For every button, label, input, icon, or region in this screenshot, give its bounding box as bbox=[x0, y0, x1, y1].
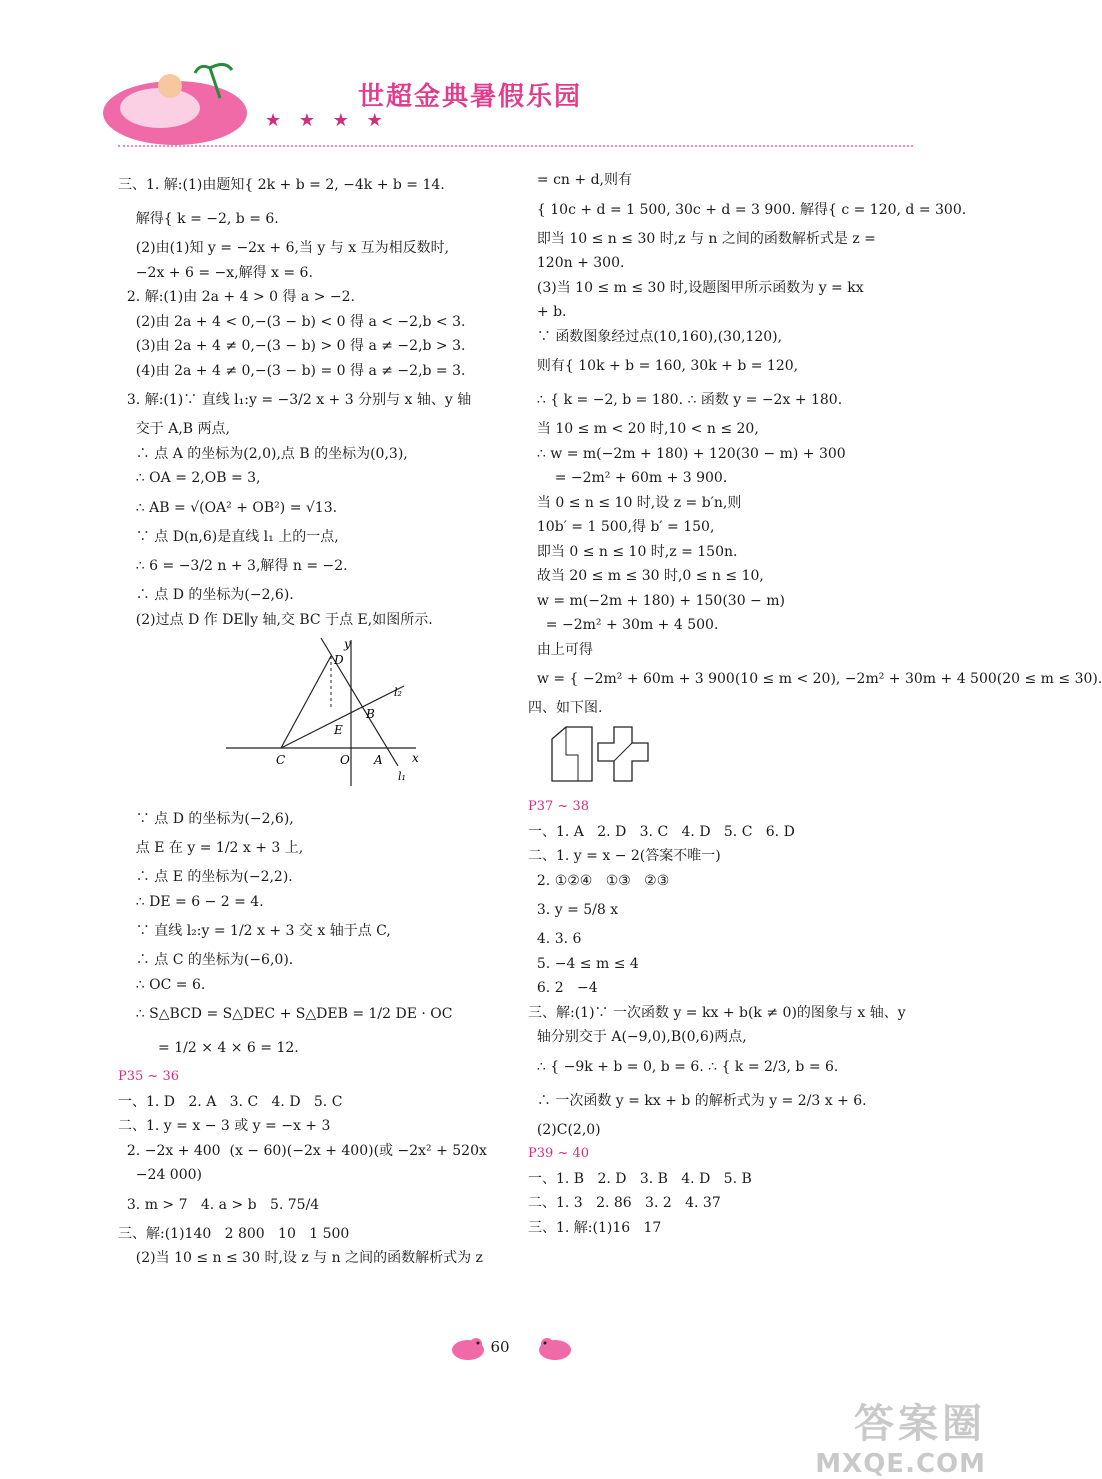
answer-line: 故当 20 ≤ m ≤ 30 时,0 ≤ n ≤ 10, bbox=[528, 568, 764, 584]
answer-line: 解得{ k = −2, b = 6. bbox=[118, 211, 279, 227]
fig-label-D: D bbox=[334, 653, 344, 667]
answer-line: 2. ①②④ ①③ ②③ bbox=[528, 872, 670, 889]
answer-line: (2)当 10 ≤ n ≤ 30 时,设 z 与 n 之间的函数解析式为 z bbox=[118, 1250, 483, 1266]
answer-line: 即当 10 ≤ n ≤ 30 时,z 与 n 之间的函数解析式是 z = bbox=[528, 230, 876, 247]
answer-line: ∵ 函数图象经过点(10,160),(30,120), bbox=[528, 328, 783, 345]
answer-line: 交于 A,B 两点, bbox=[118, 421, 230, 437]
fig-label-O: O bbox=[340, 753, 350, 767]
answer-line: (2)由(1)知 y = −2x + 6,当 y 与 x 互为相反数时, bbox=[118, 240, 450, 256]
right-answers-2 bbox=[528, 820, 928, 1143]
fig-label-l2: l₂ bbox=[394, 686, 402, 699]
fig-label-E: E bbox=[334, 723, 343, 737]
answer-line: (2)由 2a + 4 < 0,−(3 − b) < 0 得 a < −2,b < 3. bbox=[118, 313, 466, 330]
answer-line: 10b′ = 1 500,得 b′ = 150, bbox=[528, 519, 715, 535]
answer-line: 点 E 在 y = 1/2 x + 3 上, bbox=[118, 840, 304, 856]
answer-line: (2)过点 D 作 DE∥y 轴,交 BC 于点 E,如图所示. bbox=[118, 611, 433, 628]
answer-line: 3. m > 7 4. a > b 5. 75/4 bbox=[118, 1196, 320, 1213]
answer-line: = −2m² + 60m + 3 900. bbox=[528, 470, 728, 486]
answer-line: ∴ S△BCD = S△DEC + S△DEB = 1/2 DE · OC bbox=[118, 1006, 453, 1022]
answer-line: 3. 解:(1)∵ 直线 l₁:y = −3/2 x + 3 分别与 x 轴、y 轴 bbox=[118, 392, 472, 408]
answer-line: 二、1. y = x − 2(答案不唯一) bbox=[528, 848, 721, 864]
fig-label-x: x bbox=[412, 751, 419, 765]
answer-line: ∴ { k = −2, b = 180. ∴ 函数 y = −2x + 180. bbox=[528, 392, 843, 408]
answer-line: 四、如下图. bbox=[528, 700, 603, 716]
section-p35: P35 ~ 36 bbox=[118, 1069, 179, 1084]
surfer-logo-icon bbox=[100, 58, 250, 148]
left-answers-1 bbox=[118, 168, 513, 632]
answer-line: ∴ 6 = −3/2 n + 3,解得 n = −2. bbox=[118, 558, 348, 574]
answer-line: 则有{ 10k + b = 160, 30k + b = 120, bbox=[528, 358, 799, 374]
answer-line: 3. y = 5/8 x bbox=[528, 902, 619, 918]
coordinate-figure bbox=[226, 638, 426, 788]
fig-label-C: C bbox=[276, 753, 286, 767]
answer-line: 当 0 ≤ n ≤ 10 时,设 z = b′n,则 bbox=[528, 494, 742, 511]
answer-line: −2x + 6 = −x,解得 x = 6. bbox=[118, 264, 313, 281]
answer-line: 5. −4 ≤ m ≤ 4 bbox=[528, 955, 639, 972]
left-column bbox=[118, 168, 513, 1271]
cross-shapes-figure bbox=[550, 725, 700, 783]
right-answers-1 bbox=[528, 168, 1102, 721]
answer-line: ∴ 一次函数 y = kx + b 的解析式为 y = 2/3 x + 6. bbox=[528, 1092, 867, 1109]
fig-label-y: y bbox=[344, 637, 351, 651]
answer-line: 当 10 ≤ m < 20 时,10 < n ≤ 20, bbox=[528, 421, 759, 437]
answer-line: ∴ AB = √(OA² + OB²) = √13. bbox=[118, 499, 338, 516]
answer-line: ∴ w = m(−2m + 180) + 120(30 − m) + 300 bbox=[528, 445, 846, 462]
answer-line: 三、解:(1)140 2 800 10 1 500 bbox=[118, 1225, 350, 1242]
answer-line: (3)由 2a + 4 ≠ 0,−(3 − b) > 0 得 a ≠ −2,b > 3. bbox=[118, 338, 466, 354]
section-p37: P37 ~ 38 bbox=[528, 799, 589, 814]
watermark bbox=[815, 1392, 986, 1479]
answer-line: 2. −2x + 400 (x − 60)(−2x + 400)(或 −2x² + 520x bbox=[118, 1142, 487, 1159]
page-header bbox=[100, 58, 920, 158]
answer-line: 三、解:(1)∵ 一次函数 y = kx + b(k ≠ 0)的图象与 x 轴、y bbox=[528, 1004, 906, 1021]
answer-line: ∵ 直线 l₂:y = 1/2 x + 3 交 x 轴于点 C, bbox=[118, 923, 391, 939]
answer-line: (4)由 2a + 4 ≠ 0,−(3 − b) = 0 得 a ≠ −2,b = 3. bbox=[118, 362, 466, 379]
answer-line: 一、1. A 2. D 3. C 4. D 5. C 6. D bbox=[528, 823, 795, 840]
answer-line: 4. 3. 6 bbox=[528, 931, 582, 947]
fig-label-l1: l₁ bbox=[398, 770, 406, 783]
answer-line: + b. bbox=[528, 304, 567, 320]
left-answers-2 bbox=[118, 807, 513, 1066]
answer-line: w = m(−2m + 180) + 150(30 − m) bbox=[528, 592, 785, 609]
answer-line: 由上可得 bbox=[528, 641, 593, 658]
answer-line: ∴ OC = 6. bbox=[118, 976, 206, 993]
answer-line: 即当 0 ≤ n ≤ 10 时,z = 150n. bbox=[528, 543, 738, 560]
fig-label-B: B bbox=[366, 707, 375, 721]
stars-decoration: ★ ★ ★ ★ bbox=[265, 110, 389, 131]
right-answers-3 bbox=[528, 1167, 928, 1241]
watermark-top: 答案圈 bbox=[854, 1401, 986, 1447]
answer-line: ∴ DE = 6 − 2 = 4. bbox=[118, 893, 264, 910]
answer-line: 三、1. 解:(1)16 17 bbox=[528, 1219, 662, 1236]
left-answers-3 bbox=[118, 1090, 513, 1271]
answer-line: 一、1. B 2. D 3. B 4. D 5. B bbox=[528, 1170, 752, 1187]
fig-label-A: A bbox=[374, 753, 383, 767]
answer-line: 二、1. 3 2. 86 3. 2 4. 37 bbox=[528, 1195, 721, 1211]
answer-line: ∵ 点 D(n,6)是直线 l₁ 上的一点, bbox=[118, 528, 339, 545]
answer-line: 6. 2 −4 bbox=[528, 980, 598, 996]
answer-line: w = { −2m² + 60m + 3 900(10 ≤ m < 20), −2m² + 30m + 4 500(20 ≤ m ≤ 30). bbox=[528, 671, 1102, 687]
answer-line: 二、1. y = x − 3 或 y = −x + 3 bbox=[118, 1118, 331, 1134]
answer-line: ∴ 点 A 的坐标为(2,0),点 B 的坐标为(0,3), bbox=[118, 445, 408, 462]
watermark-bottom: MXQE.COM bbox=[815, 1449, 986, 1479]
header-divider bbox=[118, 145, 913, 147]
answer-line: ∴ 点 C 的坐标为(−6,0). bbox=[118, 952, 294, 968]
answer-line: ∴ OA = 2,OB = 3, bbox=[118, 470, 261, 486]
right-column bbox=[528, 168, 1102, 1240]
answer-line: ∵ 点 D 的坐标为(−2,6), bbox=[118, 810, 294, 827]
section-p39: P39 ~ 40 bbox=[528, 1146, 589, 1161]
answer-line: ∴ 点 E 的坐标为(−2,2). bbox=[118, 869, 293, 885]
answer-line: ∴ 点 D 的坐标为(−2,6). bbox=[118, 587, 294, 603]
answer-line: = cn + d,则有 bbox=[528, 172, 632, 188]
answer-line: ∴ { −9k + b = 0, b = 6. ∴ { k = 2/3, b = 6. bbox=[528, 1058, 839, 1075]
answer-line: (3)当 10 ≤ m ≤ 30 时,设题图甲所示函数为 y = kx bbox=[528, 279, 864, 296]
answer-line: 120n + 300. bbox=[528, 255, 625, 271]
answer-line: = −2m² + 30m + 4 500. bbox=[528, 617, 719, 633]
answer-line: { 10c + d = 1 500, 30c + d = 3 900. 解得{ c = 120, d = 300. bbox=[528, 201, 967, 218]
answer-line: 三、1. 解:(1)由题知{ 2k + b = 2, −4k + b = 14. bbox=[118, 177, 445, 193]
answer-line: −24 000) bbox=[118, 1167, 202, 1183]
bird-right-icon bbox=[535, 1334, 575, 1362]
answer-line: (2)C(2,0) bbox=[528, 1121, 601, 1138]
brand-title: 世超金典暑假乐园 bbox=[358, 82, 583, 112]
answer-line: = 1/2 × 4 × 6 = 12. bbox=[118, 1040, 299, 1056]
answer-line: 2. 解:(1)由 2a + 4 > 0 得 a > −2. bbox=[118, 289, 356, 305]
answer-line: 轴分别交于 A(−9,0),B(0,6)两点, bbox=[528, 1029, 747, 1045]
answer-line: 一、1. D 2. A 3. C 4. D 5. C bbox=[118, 1093, 343, 1110]
page-number: 60 bbox=[490, 1338, 510, 1356]
